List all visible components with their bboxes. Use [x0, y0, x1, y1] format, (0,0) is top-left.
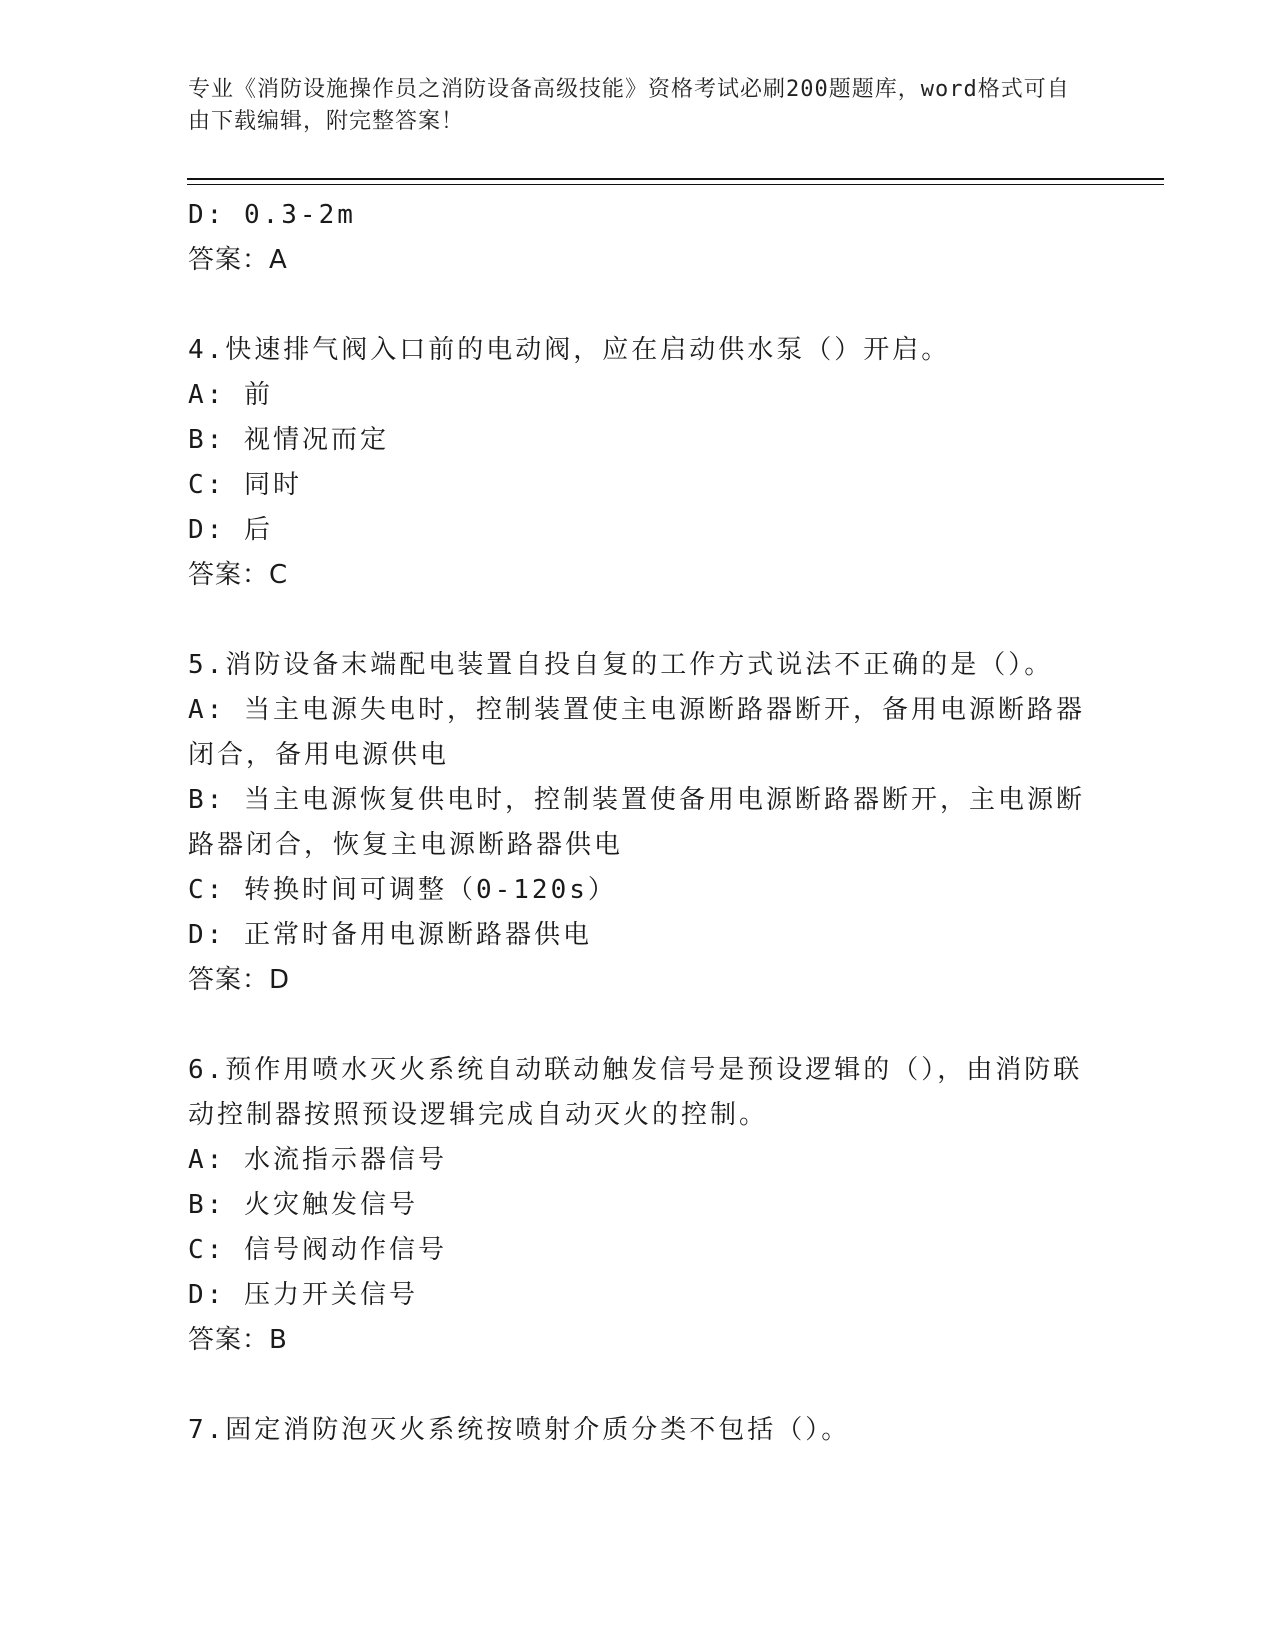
header-rule-thick — [187, 178, 1164, 180]
header-text: 专业《消防设施操作员之消防设备高级技能》资格考试必刷200题题库，word格式可自由下载编辑，附完整答案！ — [188, 77, 1070, 134]
option-d: D: 正常时备用电源断路器供电 — [188, 920, 592, 950]
question-7 — [188, 1408, 1088, 1453]
option-d: D: 压力开关信号 — [188, 1280, 418, 1310]
question-stem: 6.预作用喷水灭火系统自动联动触发信号是预设逻辑的（），由消防联动控制器按照预设逻辑完成自动灭火的控制。 — [188, 1055, 1083, 1130]
question-5 — [188, 643, 1088, 1003]
question-4 — [188, 328, 1088, 598]
option-d: D: 0.3-2m — [188, 200, 356, 230]
question-content — [188, 193, 1088, 1453]
option-a: A: 当主电源失电时，控制装置使主电源断路器断开，备用电源断路器闭合，备用电源供电 — [188, 695, 1085, 770]
question-6 — [188, 1048, 1088, 1363]
option-b: B: 视情况而定 — [188, 425, 389, 455]
option-b: B: 当主电源恢复供电时，控制装置使备用电源断路器断开，主电源断路器闭合，恢复主电源断路器供电 — [188, 785, 1085, 860]
spacer — [188, 283, 1088, 328]
question-stem: 5.消防设备末端配电装置自投自复的工作方式说法不正确的是（）。 — [188, 650, 1054, 680]
document-header — [188, 74, 1078, 138]
option-c: C: 信号阀动作信号 — [188, 1235, 447, 1265]
spacer — [188, 598, 1088, 643]
option-d: D: 后 — [188, 515, 273, 545]
answer-label: 答案：C — [188, 560, 289, 590]
option-a: A: 前 — [188, 380, 273, 410]
answer-label: 答案：B — [188, 1325, 288, 1355]
question-stem: 4.快速排气阀入口前的电动阀，应在启动供水泵（）开启。 — [188, 335, 951, 365]
header-rule-thin — [187, 184, 1164, 185]
question-stem: 7.固定消防泡灭火系统按喷射介质分类不包括（）。 — [188, 1415, 851, 1445]
spacer — [188, 1363, 1088, 1408]
option-a: A: 水流指示器信号 — [188, 1145, 447, 1175]
option-b: B: 火灾触发信号 — [188, 1190, 418, 1220]
option-c: C: 转换时间可调整（0-120s） — [188, 875, 617, 905]
answer-label: 答案：D — [188, 965, 291, 995]
spacer — [188, 1003, 1088, 1048]
answer-label: 答案：A — [188, 245, 288, 275]
option-c: C: 同时 — [188, 470, 302, 500]
